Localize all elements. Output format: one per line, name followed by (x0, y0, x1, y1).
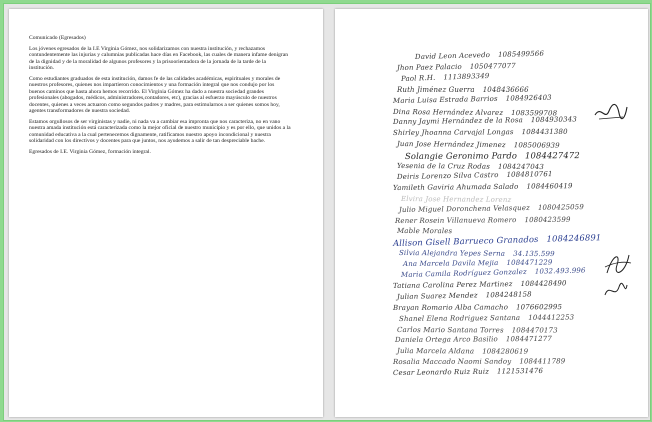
signer-id-number: 1050477077 (469, 61, 516, 71)
signer-id-number: 1085006939 (513, 141, 560, 150)
signature-row (397, 227, 460, 235)
communique-title: Comunicado (Egresados) (29, 35, 86, 41)
signature-row (393, 182, 573, 192)
paragraph-3: Estamos orgullosos de ser virginistas y nadie, ni nada va a cambiar esa impronta que nos caracteriza, no en vano nuestra amada institución está caracterizada como la mejor oficial de nuestro municipio y es por ello, que unidos a la comunidad educativa a la cual pertenecemos dignamente, ratificamos nuestro apoyo incondicional y nuestra solidaridad con los directivos y docentes para que juntos, nos ayudemos a salir de tan despreciable bache. (29, 118, 291, 145)
signer-id-number: 1121531476 (496, 366, 544, 376)
signer-name: Ruth Jiménez Guerra (397, 85, 475, 94)
signer-name: Elvira Jose Hernandez Lorenz (400, 194, 512, 204)
signer-name: Cesar Leonardo Ruiz Ruiz (392, 367, 490, 378)
signer-name: Julia Marcela Aldana (396, 347, 475, 356)
paragraph-2: Como estudiantes graduados de esta institución, damos fe de las calidades académicas, espirituales y morales de nuestros profesores, quienes nos impartieron conocimientos y una formación integral que nos condujo por los buenos caminos que hasta ahora hemos recorrido. El Virginia Gómez ha dado a nuestra sociedad grandes profesionales (abogados, médicos, administradores,contadores, etc), gracias al esfuerzo mayúsculo de nuestros docentes, quienes a veces actuaron como segundos padres y madres, para estimularnos a ser quienes somos hoy, agentes transformadores de nuestra sociedad. (29, 76, 281, 115)
signature-row (401, 72, 490, 83)
page-1 (9, 9, 323, 417)
signer-name: Carlos Mario Santana Torres (396, 325, 504, 334)
signature-row (405, 150, 580, 161)
signer-name: Julian Suarez Mendez (396, 291, 478, 301)
signature-row (399, 249, 555, 258)
signature-row (393, 93, 552, 104)
signature-row (397, 86, 529, 94)
signature-row (401, 195, 519, 204)
signer-id-number: 1084810761 (506, 169, 553, 179)
signer-id-number: 1083599708 (511, 108, 558, 117)
signer-name: Yamileth Gaviria Ahumada Salado (392, 182, 519, 192)
signer-id-number: 1113893349 (443, 71, 490, 82)
signature-row (395, 335, 552, 344)
signature-row (393, 116, 577, 127)
signer-name: Tatiana Carolina Perez Martinez (392, 280, 513, 290)
signer-name: Shanel Elena Rodriguez Santana (398, 313, 521, 323)
signature-row (397, 290, 532, 301)
paragraph-1: Los jóvenes egresados de la I.E Virginia Gómez, nos solidarizamos con nuestra institución, y rechazamos contundentemente las injurias y calumnias publicadas hace días en Facebook, las cuales de manera infame denigran de la dignidad y de la moralidad de algunos profesores y la prisoorientadora de la jornada de la tarde de la institución. (29, 45, 289, 72)
signature-row (393, 367, 543, 377)
signer-id-number: 1084471277 (505, 335, 552, 344)
signer-id-number: 1084411789 (519, 357, 566, 366)
signer-name: Rosalia Maccado Naomi Sandoy (392, 357, 512, 367)
signer-id-number: 1048436666 (482, 85, 529, 94)
signer-id-number: 1084246891 (546, 232, 602, 245)
signer-name: Solangie Geronimo Pardo (404, 150, 518, 162)
signature-row (399, 203, 584, 214)
signature-row (397, 170, 553, 181)
signature-row (415, 50, 544, 61)
signer-name: Rener Rosein Villanueva Romero (394, 215, 517, 225)
signature-scribble (603, 249, 633, 279)
page-2 (335, 9, 648, 417)
signer-name: Yesenia de la Cruz Rodas (396, 162, 491, 171)
signer-name: Dina Rosa Hernández Alvarez (392, 107, 504, 117)
signature-list (392, 49, 605, 383)
signature-row (395, 215, 571, 224)
signature-row (393, 358, 565, 367)
signer-id-number: 1084471229 (506, 258, 553, 268)
signer-id-number: 1084428490 (520, 279, 567, 288)
signer-id-number: 1084470173 (511, 325, 558, 335)
signer-id-number: 34.135.599 (513, 249, 555, 259)
signature-row (401, 266, 586, 279)
signer-id-number: 1084280619 (482, 347, 529, 356)
signer-name: Maria Camila Rodríguez Gonzalez (400, 267, 527, 279)
signature-row (393, 303, 562, 312)
document-viewer[interactable] (3, 3, 651, 421)
signer-id-number: 1080423599 (524, 215, 571, 224)
signer-id-number: 1080425059 (537, 202, 585, 212)
signer-id-number: 1084427472 (525, 150, 580, 161)
signer-name: David Leon Acevedo (414, 51, 491, 61)
signature-row (397, 62, 516, 72)
signer-name: Shirley Jhoanna Carvajal Longas (392, 128, 514, 138)
signature-row (397, 140, 560, 150)
signature-row (399, 313, 574, 323)
paragraph-4: Egresados de I.E. Virginia Gómez, formación integral. (29, 149, 151, 156)
signer-id-number: 1084431380 (521, 128, 568, 137)
signer-id-number: 1085499566 (497, 49, 545, 59)
signature-row (393, 128, 568, 137)
communique-text (29, 35, 291, 160)
signer-id-number: 1084926403 (505, 93, 552, 103)
signer-id-number: 1032.493.996 (534, 266, 586, 276)
signer-id-number: 1084460419 (526, 181, 573, 191)
signer-id-number: 1076602995 (516, 302, 563, 312)
signer-id-number: 1084248158 (485, 290, 532, 300)
signer-name: Allison Gisell Barrueco Granados (392, 234, 539, 249)
signer-name: Jhon Paez Palacio (396, 62, 462, 72)
signer-name: Mable Morales (396, 227, 453, 236)
signature-row (393, 279, 567, 290)
signer-name: Silvia Alejandra Yepes Serna (398, 249, 506, 258)
signer-id-number: 1084930343 (530, 115, 577, 125)
signer-name: Brayan Romario Alba Camacho (392, 303, 509, 312)
signer-name: Ana Marcela Davila Mejia (402, 259, 499, 269)
signer-id-number: 1044412253 (528, 313, 575, 322)
signature-row (403, 259, 553, 269)
signer-id-number: 1084247043 (497, 162, 545, 172)
signature-row (397, 347, 528, 356)
signer-name: Daniela Ortega Arco Basilio (394, 335, 498, 345)
signer-name: Danny Jaymi Hernández de la Rosa (392, 116, 523, 127)
signer-name: Juan Jose Hernández Jimenez (396, 140, 506, 150)
signer-name: Paol R.H. (400, 73, 436, 83)
signature-row (397, 326, 558, 335)
signature-scribble (603, 281, 629, 301)
signer-name: Julio Miguel Doronchena Velasquez (398, 203, 530, 214)
signature-scribble (593, 101, 629, 123)
signer-name: Deiris Lorenzo Silva Castro (396, 170, 499, 181)
signer-name: Maria Luisa Estrada Barrios (392, 94, 498, 105)
